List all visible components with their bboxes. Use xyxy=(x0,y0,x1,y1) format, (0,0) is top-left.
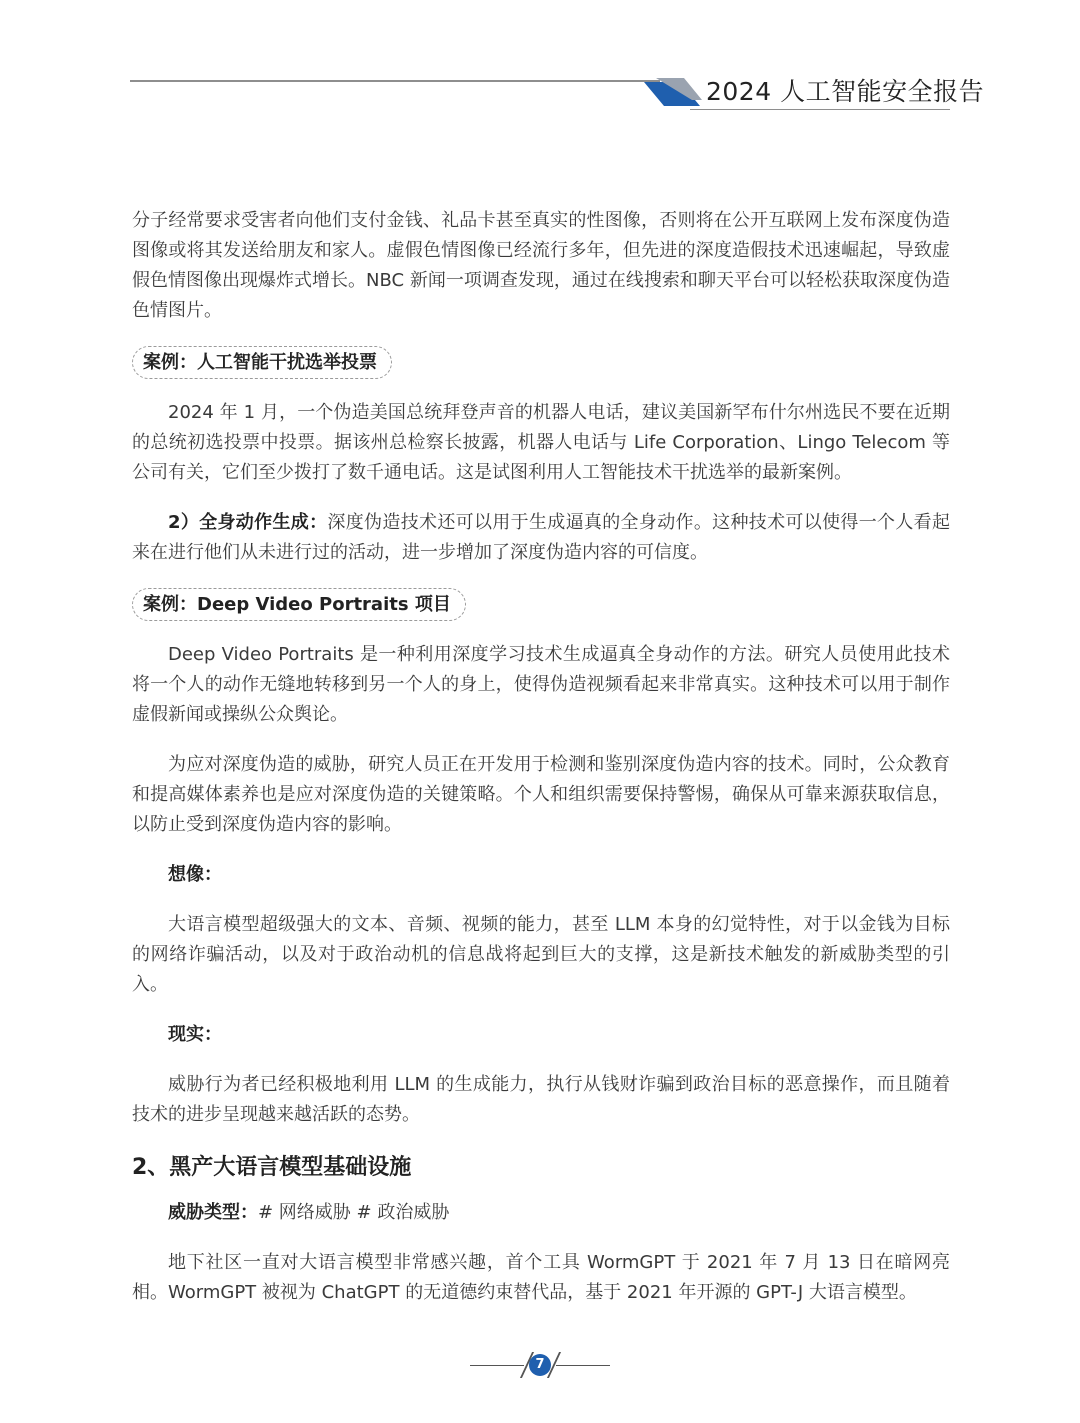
paragraph: 2024 年 1 月，一个伪造美国总统拜登声音的机器人电话，建议美国新罕布什尔州选民不要在近期的总统初选投票中投票。据该州总检察长披露，机器人电话与 Life Corporation、Lingo Telecom 等公司有关，它们至少拨打了数千通电话。这是试图利用人工智能技术干扰选举的最新案例。 xyxy=(132,402,950,483)
header-chevron-decoration xyxy=(640,76,710,112)
paragraph: Deep Video Portraits 是一种利用深度学习技术生成逼真全身动作的方法。研究人员使用此技术将一个人的动作无缝地转移到另一个人的身上，使得伪造视频看起来非常真实。这种技术可以用于制作虚假新闻或操纵公众舆论。 xyxy=(132,644,950,725)
paragraph-fullbody-motion: 2）全身动作生成：深度伪造技术还可以用于生成逼真的全身动作。这种技术可以使得一个人看起来在进行他们从未进行过的活动，进一步增加了深度伪造内容的可信度。 xyxy=(132,512,951,563)
case-label-deep-video: 案例：Deep Video Portraits 项目 xyxy=(132,588,466,621)
footer-rule-right xyxy=(556,1365,610,1366)
paragraph: 为应对深度伪造的威胁，研究人员正在开发用于检测和鉴别深度伪造内容的技术。同时，公众教育和提高媒体素养也是应对深度伪造的关键策略。个人和组织需要保持警惕，确保从可靠来源获取信息，以防止受到深度伪造内容的影响。 xyxy=(132,754,950,835)
subheading-fullbody-motion: 2）全身动作生成： xyxy=(168,512,328,533)
page-number: 7 xyxy=(529,1354,551,1376)
label-imagine: 想像： xyxy=(168,864,222,885)
threat-type-label: 威胁类型： xyxy=(168,1202,258,1223)
section-heading: 2、黑产大语言模型基础设施 xyxy=(132,1155,412,1180)
report-title: 2024 人工智能安全报告 xyxy=(706,77,985,106)
page-number-footer xyxy=(470,1352,610,1382)
page-body xyxy=(132,206,950,1308)
header-underline xyxy=(690,109,950,110)
footer-rule-left xyxy=(470,1365,524,1366)
paragraph: 大语言模型超级强大的文本、音频、视频的能力，甚至 LLM 本身的幻觉特性，对于以金钱为目标的网络诈骗活动，以及对于政治动机的信息战将起到巨大的支撑，这是新技术触发的新威胁类型的引入。 xyxy=(132,914,950,995)
threat-type-tags: # 网络威胁 # 政治威胁 xyxy=(258,1202,450,1223)
paragraph: 分子经常要求受害者向他们支付金钱、礼品卡甚至真实的性图像，否则将在公开互联网上发布深度伪造图像或将其发送给朋友和家人。虚假色情图像已经流行多年，但先进的深度造假技术迅速崛起，导致虚假色情图像出现爆炸式增长。NBC 新闻一项调查发现，通过在线搜索和聊天平台可以轻松获取深度伪造色情图片。 xyxy=(132,210,950,321)
paragraph: 威胁行为者已经积极地利用 LLM 的生成能力，执行从钱财诈骗到政治目标的恶意操作，而且随着技术的进步呈现越来越活跃的态势。 xyxy=(132,1074,950,1125)
header-rule xyxy=(130,80,660,82)
paragraph: 地下社区一直对大语言模型非常感兴趣，首个工具 WormGPT 于 2021 年 7 月 13 日在暗网亮相。WormGPT 被视为 ChatGPT 的无道德约束替代品，基于 2021 年开源的 GPT-J 大语言模型。 xyxy=(132,1252,950,1303)
threat-type-line xyxy=(132,1198,950,1228)
label-reality: 现实： xyxy=(168,1024,222,1045)
case-label-election: 案例：人工智能干扰选举投票 xyxy=(132,346,392,379)
